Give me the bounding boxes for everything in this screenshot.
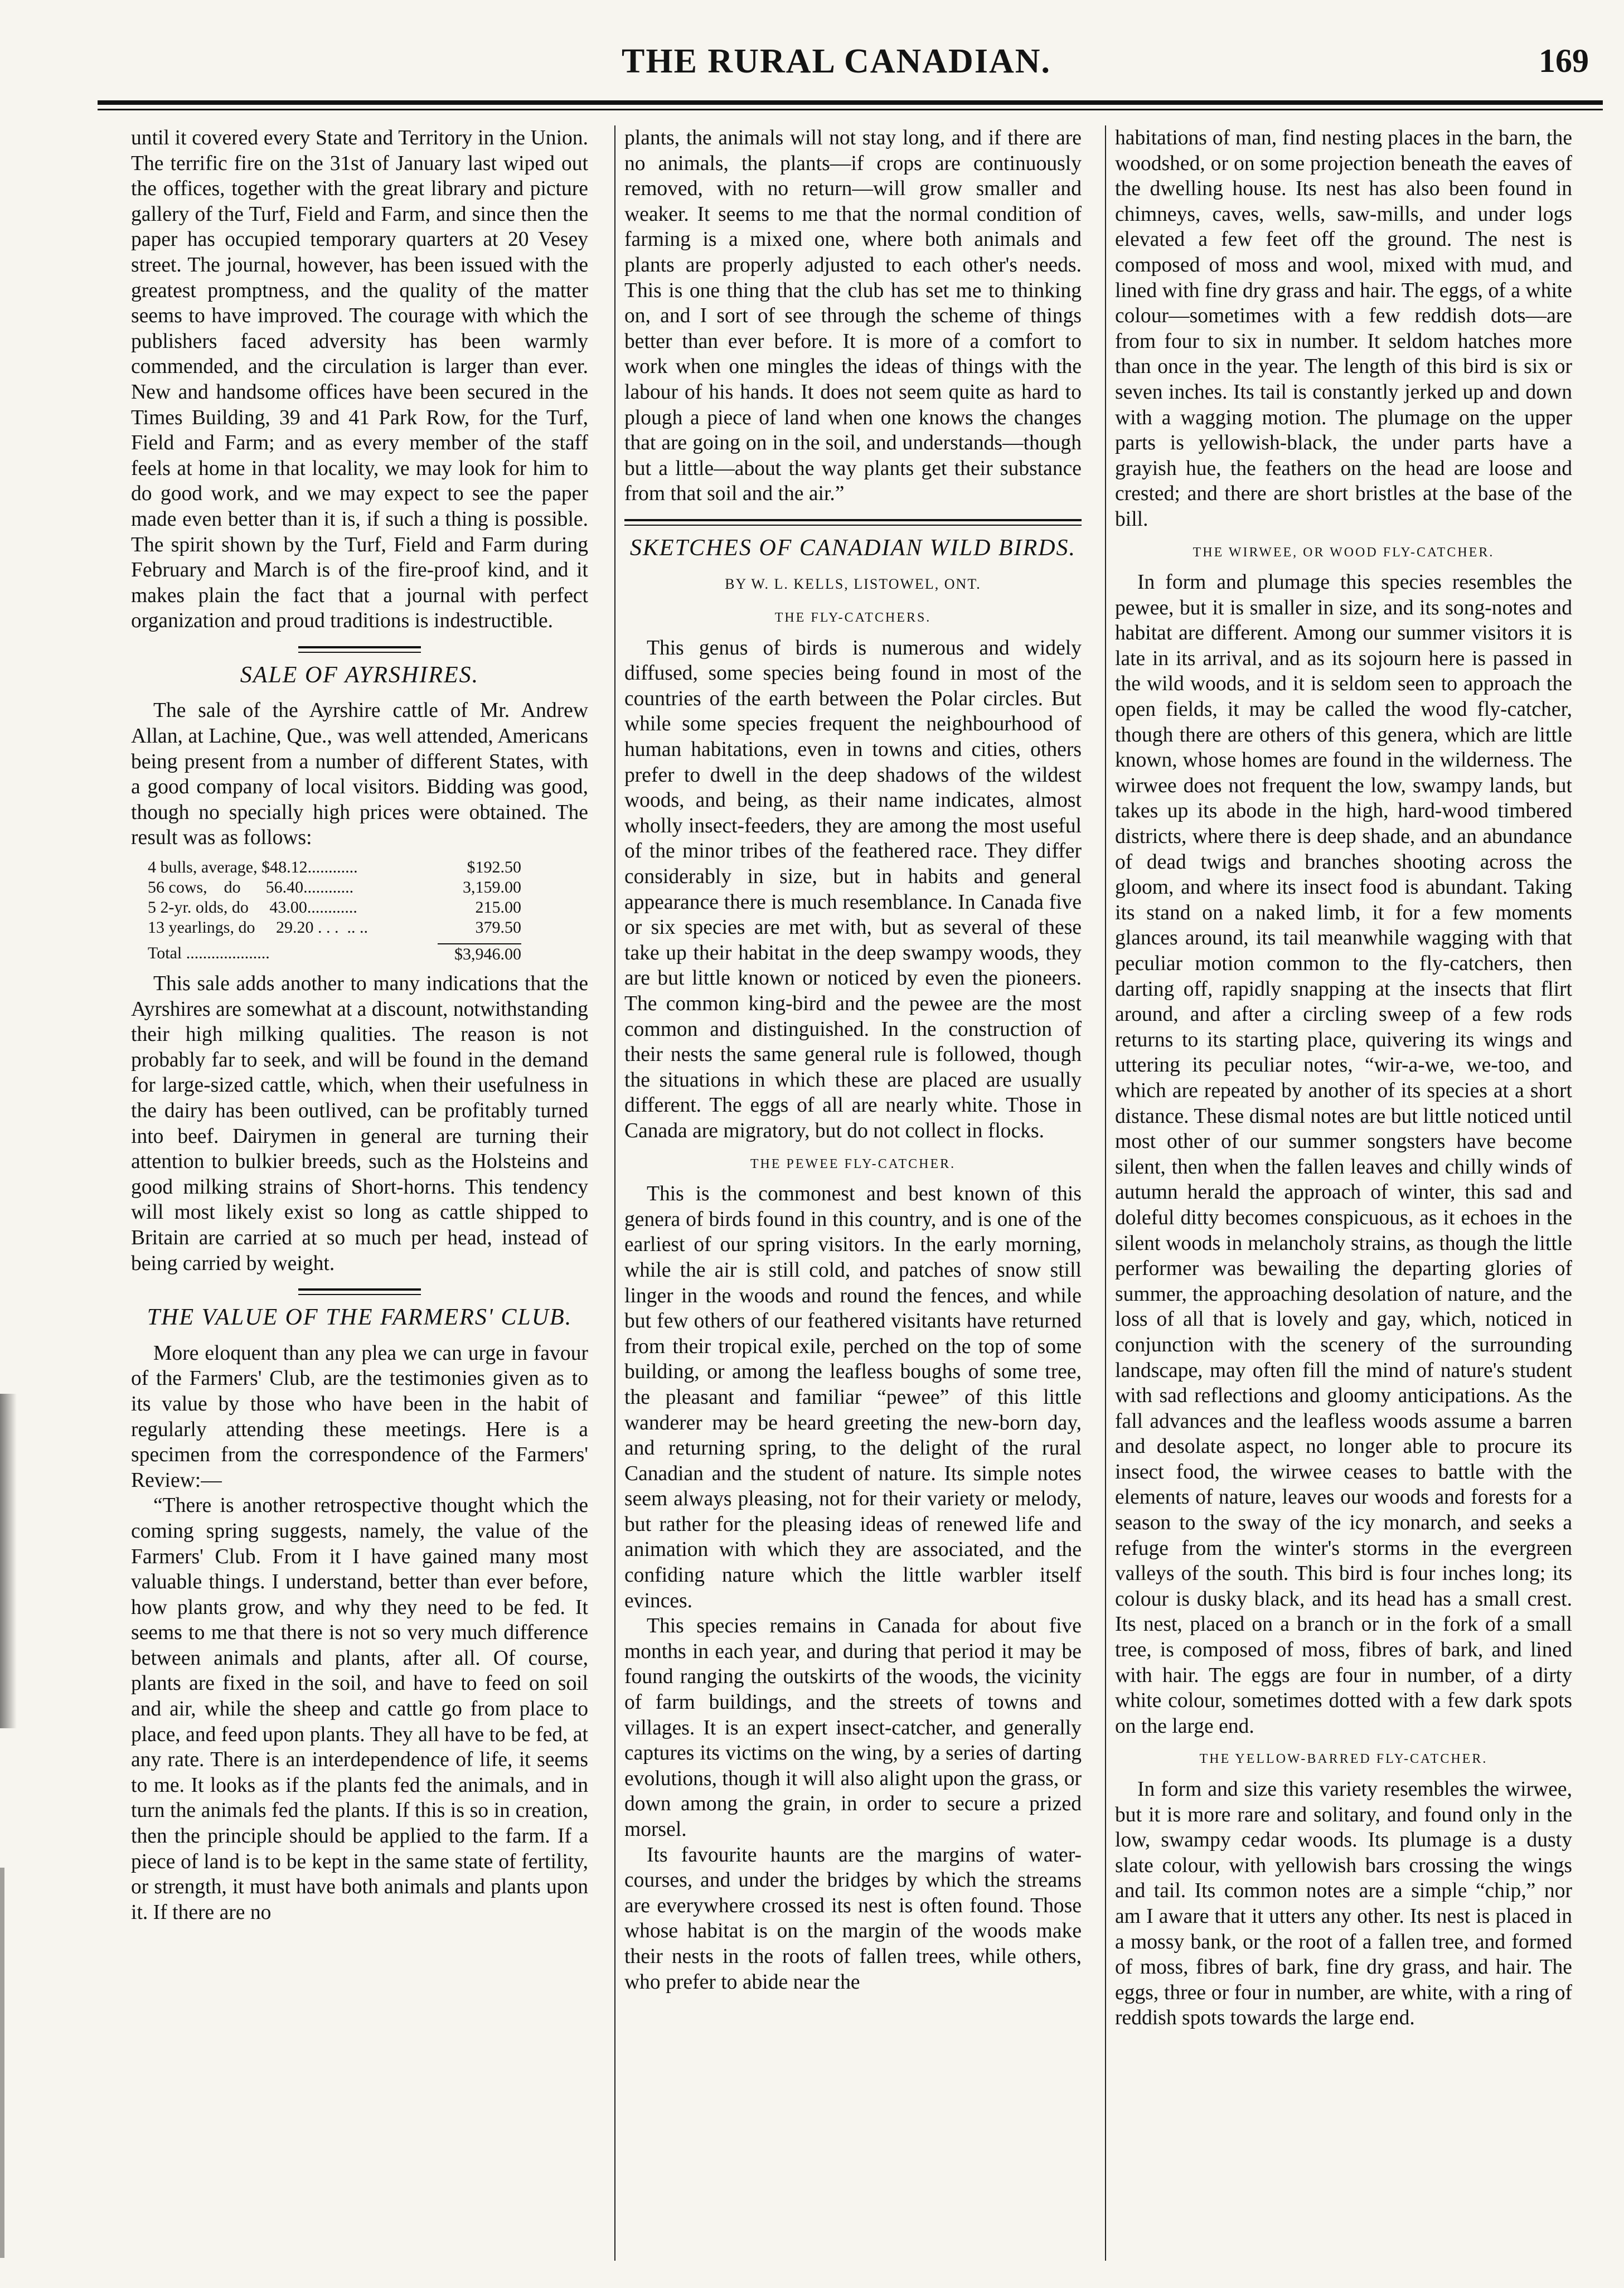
subheading: THE WIRWEE, OR WOOD FLY-CATCHER.	[1192, 545, 1495, 560]
article-paragraph: This is the commonest and best known of this genera of birds found in this country, and is one of the earliest of our spring visitors. In the early morning, while the air is still cold, and patches of snow still linger in the woods and round the fences, and while but few others of our feathered visitants have returned from their tropical exile, perched on the top of some building, or among the leafless boughs of some tree, the pleasant and familiar “pewee” of this little wanderer may be heard greeting the new-born day, and returning spring, to the delight of the rural Canadian and the student of nature. Its simple notes seem always pleasing, not for their variety or melody, but rather for the pleasing ideas of renewed life and animation with which they are associated, and the confiding nature which the little warbler itself evinces.	[624, 1182, 1082, 1612]
sale-results-table	[148, 857, 588, 964]
sale-row-amount: $192.50	[467, 858, 521, 877]
section-rule	[298, 1288, 421, 1295]
header-rule-thick	[98, 100, 1603, 105]
sale-row-label: 4 bulls, average, $48.12............	[148, 858, 358, 877]
article-paragraph: habitations of man, find nesting places in the barn, the woodshed, or on some projection beneath the eaves of the dwelling house. Its nest has also been found in chimneys, caves, wells, saw-mills, and under logs elevated a few feet off the ground. The nest is composed of moss and wool, mixed with mud, and lined with fine dry grass and hair. The eggs, of a white colour—sometimes with a few reddish dots—are from four to six in number. It seldom hatches more than once in the year. The length of this bird is six or seven inches. Its tail is constantly jerked up and down with a wagging motion. The plumage on the upper parts is yellowish-black, the under parts have a grayish hue, the feathers on the head are loose and crested; and there are short bristles at the base of the bill.	[1115, 127, 1572, 531]
sale-row-label: 56 cows, do 56.40............	[148, 878, 354, 897]
sale-row-label: 13 yearlings, do 29.20 . . . .. ..	[148, 918, 368, 937]
article-paragraph: The sale of the Ayrshire cattle of Mr. Andrew Allan, at Lachine, Que., was well attended, Americans being present from a number of different States, with a good company of local visitors. Bidding was good, though no specially high prices were obtained. The result was as follows:	[131, 699, 588, 850]
article-paragraph: until it covered every State and Territory in the Union. The terrific fire on the 31st of January last wiped out the offices, together with the great library and picture gallery of the Turf, Field and Farm, and since then the paper has occupied temporary quarters at 20 Vesey street. The journal, however, has been issued with the greatest promptness, and the quality of the matter seems to have improved. The courage with which the publishers faced adversity has been warmly commended, and the circulation is larger than ever. New and handsome offices have been secured in the Times Building, 39 and 41 Park Row, for the Turf, Field and Farm; and as every member of the staff feels at home in that locality, we may look for him to do good work, and we may expect to see the paper made even better than it is, if such a thing is possible. The spirit shown by the Turf, Field and Farm during February and March is of the fire-proof kind, and it makes plain the fact that a journal with perfect organization and proud traditions is indestructible.	[131, 127, 588, 633]
sale-total-amount: $3,946.00	[438, 943, 521, 964]
sale-row	[148, 857, 588, 878]
sale-total-row	[148, 943, 588, 964]
article-paragraph: plants, the animals will not stay long, and if there are no animals, the plants—if crops are continuously removed, with no return—will grow smaller and weaker. It seems to me that the normal condition of farming is a mixed one, where both animals and plants are properly adjusted to each other's needs. This is one thing that the club has set me to thinking on, and I sort of see through the scheme of things better than ever before. It is more of a comfort to work when one mingles the ideas of things with the labour of his hands. It does not seem quite as hard to plough a piece of land when one knows the changes that are going on in the soil, and understands—though but a little—about the way plants get their substance from that soil and the air.”	[624, 127, 1082, 506]
sale-total-label: Total ....................	[148, 944, 270, 963]
sale-row-amount: 215.00	[475, 898, 521, 917]
sale-row	[148, 898, 588, 918]
page-number: 169	[1539, 42, 1589, 79]
article-paragraph: This species remains in Canada for about five months in each year, and during that period it may be found ranging the outskirts of the woods, the vicinity of farm buildings, and the streets of towns and villages. It is an expert insect-catcher, and generally captures its victims on the wing, by a series of darting evolutions, though it will also alight upon the grass, or down among the grain, in order to secure a prized morsel.	[624, 1615, 1082, 1841]
section-rule	[298, 646, 421, 653]
article-paragraph: In form and size this variety resembles the wirwee, but it is more rare and solitary, and found only in the low, swampy cedar woods. Its plumage is a dusty slate colour, with yellowish bars crossing the wings and tail. Its common notes are a simple “chip,” nor am I aware that it utters any other. Its nest is placed in a mossy bank, or the root of a fallen tree, and formed of moss, fibres of bark, fine dry grass, and hair. The eggs, three or four in number, are white, with a ring of reddish spots towards the large end.	[1115, 1778, 1572, 2030]
article-paragraph: This sale adds another to many indications that the Ayrshires are somewhat at a discount, notwithstanding their high milking qualities. The reason is not probably far to seek, and will be found in the demand for large-sized cattle, which, when their usefulness in the dairy has been outlived, can be profitably turned into beef. Dairymen in general are turning their attention to bulkier breeds, such as the Holsteins and good milking strains of Short-horns. This tendency will most likely exist so long as cattle shipped to Britain are carried at so much per head, instead of being carried by weight.	[131, 972, 588, 1275]
newspaper-title: THE RURAL CANADIAN.	[621, 42, 1051, 80]
column-divider	[1105, 125, 1106, 2261]
sale-row	[148, 878, 588, 898]
article-paragraph: In form and plumage this species resembles the pewee, but it is smaller in size, and its song-notes and habitat are different. Among our summer visitors it is late in its arrival, and as its sojourn here is passed in the wild woods, and it is seldom seen to approach the open fields, it may be called the wood fly-catcher, though there are others of this genera, which are little known, whose homes are found in the wilderness. The wirwee does not frequent the low, swampy lands, but takes up its abode in the high, hard-wood timbered districts, where there is deep shade, and an abundance of dead twigs and branches shooting across the gloom, and where its insect food is abundant. Taking its stand on a naked limb, it for a few moments glances around, its tail meanwhile wagging with that peculiar motion common to the fly-catchers, then darting off, rapidly snapping at the insects that flirt around, and after a circling sweep of a few rods returns to its starting place, quivering its wings and uttering its peculiar notes, “wir-a-we, we-too, and which are repeated by another of its species at a short distance. These dismal notes are but little noticed until most other of our summer songsters have become silent, then when the fallen leaves and chilly winds of autumn herald the approach of winter, this sad and doleful ditty becomes conspicuous, as it echoes in the silent woods in melancholy strains, as though the little performer was bewailing the departing glories of summer, the approaching desolation of nature, and the loss of all that is lovely and gay, which, noticed in conjunction with the scenery of the surrounding landscape, may often fill the mind of nature's student with sad reflections and gloomy anticipations. As the fall advances and the leafless woods assume a barren and desolate aspect, no longer able to procure its insect food, the wirwee ceases to battle with the elements of nature, leaves our woods and forests for a season to the sway of the icy monarch, and seeks a refuge from the winter's storms in the evergreen valleys of the south. This bird is four inches long; its colour is dusky black, and its head has a small crest. Its nest, placed on a branch or in the fork of a small tree, is composed of moss, fibres of bark, and lined with hair. The eggs are four in number, of a dirty white colour, sometimes dotted with a few dark spots on the large end.	[1115, 571, 1572, 1738]
article-paragraph: Its favourite haunts are the margins of water-courses, and under the bridges by which the streams are everywhere crossed its nest is often found. Those whose habitat is on the margin of the woods make their nests in the roots of fallen trees, while others, who prefer to abide near the	[624, 1843, 1082, 1994]
section-title: SALE OF AYRSHIRES.	[240, 662, 479, 688]
header-rule-thin	[98, 109, 1603, 110]
column-1	[131, 125, 588, 2266]
subheading: THE FLY-CATCHERS.	[774, 610, 932, 626]
sale-row-amount: 379.50	[475, 918, 521, 937]
article-paragraph: More eloquent than any plea we can urge in favour of the Farmers' Club, are the testimonies given as to its value by those who have been in the habit of regularly attending these meetings. Here is a specimen from the correspondence of the Farmers' Review:—	[131, 1341, 588, 1492]
section-rule	[624, 519, 1082, 526]
article-paragraph: This genus of birds is numerous and widely diffused, some species being found in most of the countries of the earth between the Polar circles. But while some species frequent the neighbourhood of human habitations, even in towns and cities, others prefer to dwell in the deep shadows of the wildest woods, and being, as their name indicates, almost wholly insect-feeders, they are among the most useful of the minor tribes of the feathered race. They differ considerably in size, but in habits and general appearance there is much resemblance. In Canada five or six species are met with, but as several of these take up their habitat in the deep swampy woods, they are but little known or noticed by even the pioneers. The common king-bird and the pewee are the most common and distinguished. In the construction of their nests the same general rule is followed, though the situations in which these are placed are usually different. The eggs of all are nearly white. Those in Canada are migratory, but do not collect in flocks.	[624, 636, 1082, 1142]
page-header	[84, 31, 1589, 92]
subheading: THE PEWEE FLY-CATCHER.	[750, 1156, 956, 1171]
sale-row	[148, 918, 588, 938]
column-2	[624, 125, 1082, 2266]
sale-row-label: 5 2-yr. olds, do 43.00............	[148, 898, 357, 917]
sale-row-amount: 3,159.00	[463, 878, 521, 897]
article-paragraph: “There is another retrospective thought which the coming spring suggests, namely, the value of the Farmers' Club. From it I have gained many most valuable things. I understand, better than ever before, how plants grow, and why they need to be fed. It seems to me that there is not so very much difference between animals and plants, after all. Of course, plants are fixed in the soil, and have to feed on soil and air, while the sheep and cattle go from place to place, and feed upon plants. They all have to be fed, at any rate. There is an interdependence of life, it seems to me. It looks as if the plants fed the animals, and in turn the animals fed the plants. If this is so in creation, then the principle should be applied to the farm. If a piece of land is to be kept in the same state of fertility, or strength, it must have both animals and plants upon it. If there are no	[131, 1494, 588, 1924]
section-title: SKETCHES OF CANADIAN WILD BIRDS.	[629, 535, 1077, 561]
subheading: THE YELLOW-BARRED FLY-CATCHER.	[1199, 1752, 1488, 1767]
page-edge-shadow	[0, 1868, 4, 2258]
column-divider	[614, 125, 615, 2261]
column-3	[1115, 125, 1572, 2266]
page-edge-stain	[0, 1394, 17, 1728]
byline: BY W. L. KELLS, LISTOWEL, ONT.	[725, 575, 981, 592]
section-title: THE VALUE OF THE FARMERS' CLUB.	[147, 1305, 573, 1331]
